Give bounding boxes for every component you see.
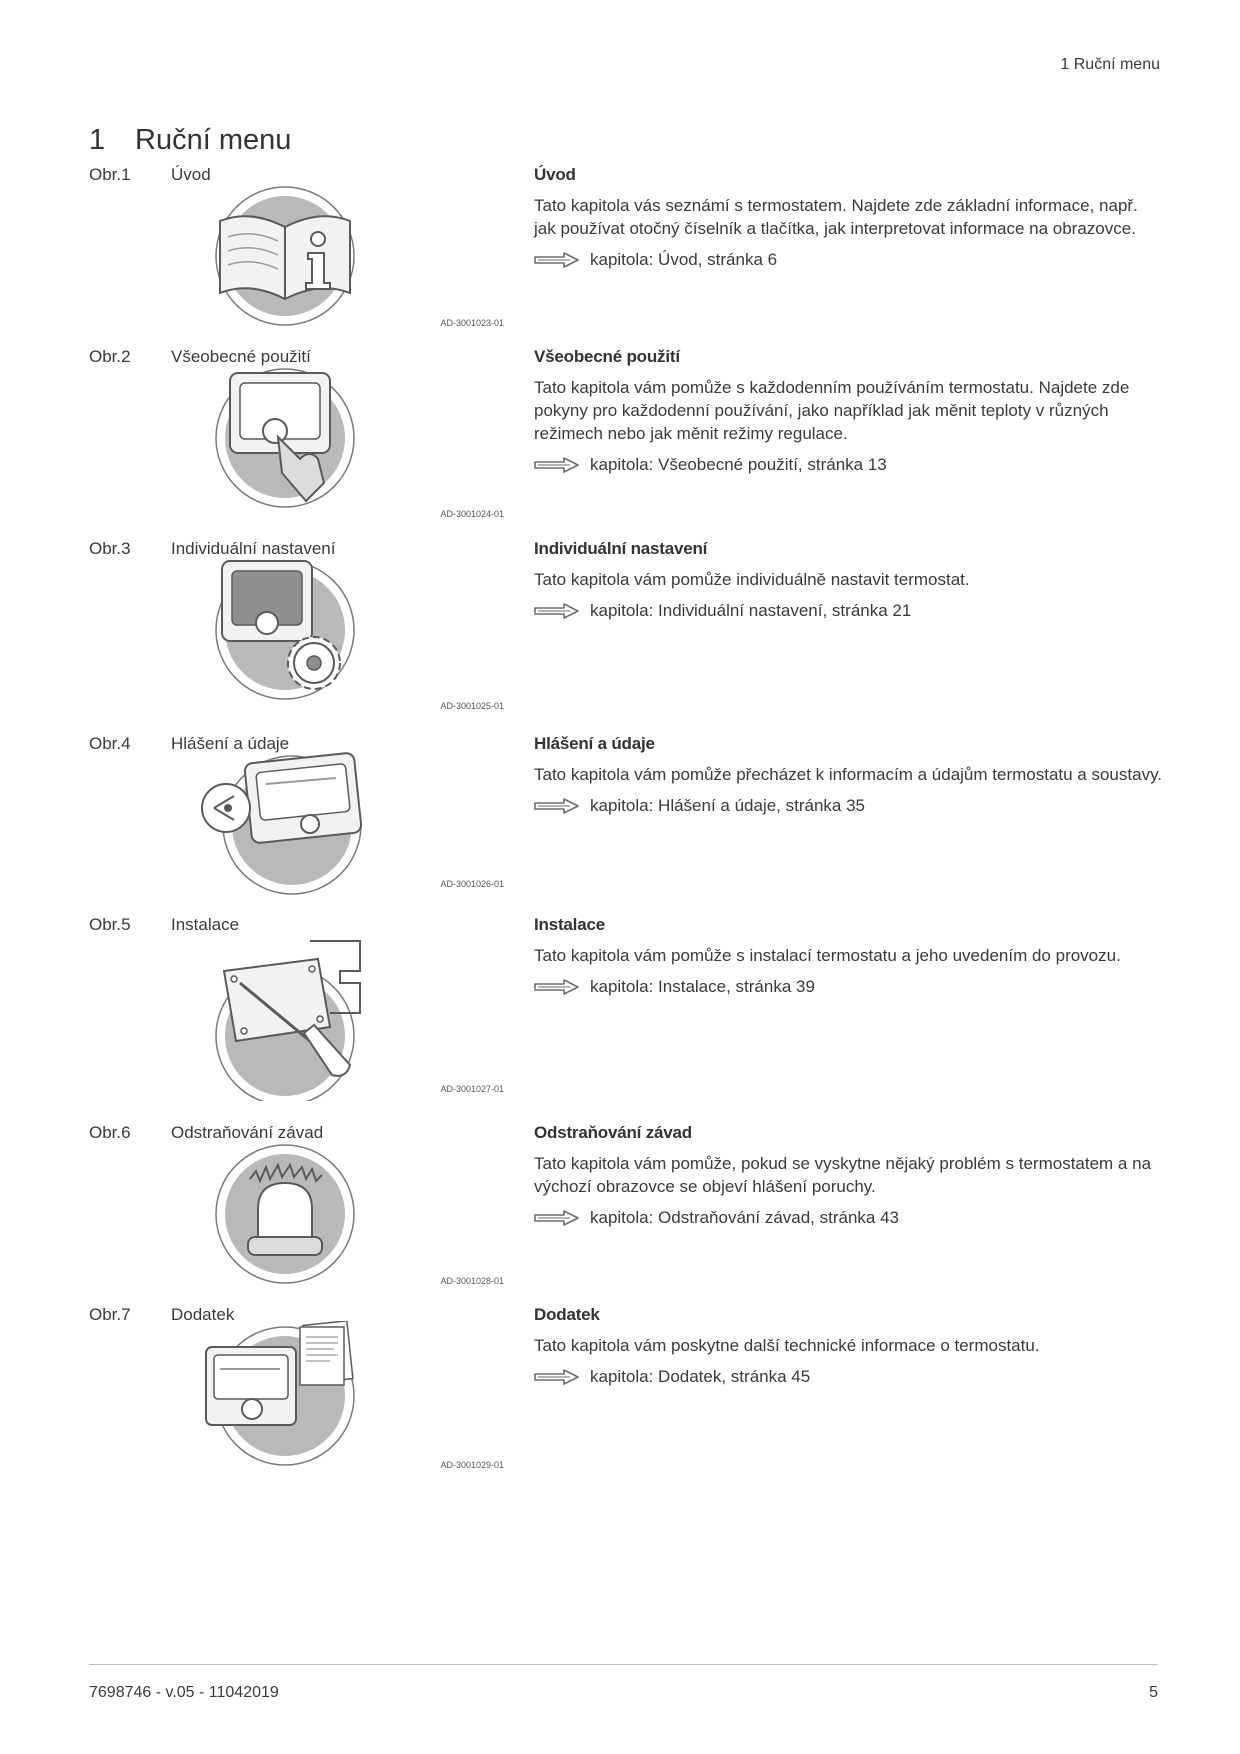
figure-label	[89, 165, 211, 185]
chapter-title-text: Ruční menu	[135, 124, 292, 156]
arrow-right-icon	[534, 251, 580, 269]
figure-code: AD-3001023-01	[440, 318, 504, 328]
footer-document-id: 7698746 - v.05 - 11042019	[89, 1684, 279, 1701]
section-text: Tato kapitola vám pomůže, pokud se vyskytne nějaký problém s termostatem a na výchozí obrazovce se objeví hlášení poruchy.	[534, 1154, 1152, 1196]
hand-press-icon	[200, 363, 370, 513]
chapter-reference-link[interactable]	[534, 796, 1164, 816]
chapter-number: 1	[89, 124, 106, 156]
running-head: 1 Ruční menu	[1060, 56, 1160, 73]
reference-text: kapitola: Individuální nastavení, stránka 21	[590, 601, 912, 620]
section-text: Tato kapitola vás seznámí s termostatem. Najdete zde základní informace, např. jak používat otočný číselník a tlačítka, jak interpretovat informace na obrazovce.	[534, 196, 1138, 238]
arrow-right-icon	[534, 1209, 580, 1227]
section-text: Tato kapitola vám pomůže s každodenním používáním termostatu. Najdete zde pokyny pro každodenní používání, jako například jak měnit teploty v různých režimech nebo jak měnit režimy regulace.	[534, 378, 1130, 443]
figure-title: Individuální nastavení	[171, 539, 336, 558]
figure-title: Hlášení a údaje	[171, 734, 290, 753]
section-title: Všeobecné použití	[534, 347, 680, 366]
section-title: Instalace	[534, 915, 605, 934]
figure-code: AD-3001029-01	[440, 1460, 504, 1470]
figure-number: Obr.3	[89, 539, 131, 558]
alarm-light-icon	[200, 1139, 370, 1289]
chapter-title	[89, 124, 291, 157]
section-title: Odstraňování závad	[534, 1123, 692, 1142]
section-text: Tato kapitola vám poskytne další technické informace o termostatu.	[534, 1336, 1040, 1355]
figure-code: AD-3001026-01	[440, 879, 504, 889]
reference-text: kapitola: Hlášení a údaje, stránka 35	[590, 796, 866, 815]
reference-text: kapitola: Úvod, stránka 6	[590, 250, 778, 269]
section-title: Individuální nastavení	[534, 539, 708, 558]
figure-number: Obr.6	[89, 1123, 131, 1142]
arrow-right-icon	[534, 602, 580, 620]
arrow-right-icon	[534, 456, 580, 474]
chapter-reference-link[interactable]	[534, 601, 1164, 621]
documents-icon	[200, 1321, 370, 1471]
reference-text: kapitola: Dodatek, stránka 45	[590, 1367, 811, 1386]
figure-title: Úvod	[171, 165, 211, 184]
figure-title: Instalace	[171, 915, 240, 934]
arrow-right-icon	[534, 797, 580, 815]
figure-number: Obr.4	[89, 734, 131, 753]
arrow-right-icon	[534, 978, 580, 996]
section-text: Tato kapitola vám pomůže s instalací termostatu a jeho uvedením do provozu.	[534, 946, 1121, 965]
reference-text: kapitola: Instalace, stránka 39	[590, 977, 815, 996]
chapter-reference-link[interactable]	[534, 455, 1164, 475]
screwdriver-icon	[200, 931, 370, 1101]
page-number: 5	[1149, 1684, 1158, 1701]
chapter-reference-link[interactable]	[534, 977, 1164, 997]
reference-text: kapitola: Všeobecné použití, stránka 13	[590, 455, 887, 474]
section-title: Dodatek	[534, 1305, 600, 1324]
figure-code: AD-3001027-01	[440, 1084, 504, 1094]
figure-code: AD-3001028-01	[440, 1276, 504, 1286]
figure-code: AD-3001025-01	[440, 701, 504, 711]
figure-number: Obr.7	[89, 1305, 131, 1324]
figure-number: Obr.2	[89, 347, 131, 366]
info-book-icon	[200, 181, 370, 331]
figure-code: AD-3001024-01	[440, 509, 504, 519]
figure-title: Dodatek	[171, 1305, 235, 1324]
chapter-reference-link[interactable]	[534, 250, 1164, 270]
section-title: Hlášení a údaje	[534, 734, 655, 753]
eye-device-icon	[200, 750, 370, 900]
arrow-right-icon	[534, 1368, 580, 1386]
figure-number: Obr.5	[89, 915, 131, 934]
chapter-reference-link[interactable]	[534, 1367, 1164, 1387]
gear-device-icon	[200, 555, 370, 705]
figure-number: Obr.1	[89, 165, 131, 184]
section-text: Tato kapitola vám pomůže přecházet k informacím a údajům termostatu a soustavy.	[534, 765, 1163, 784]
figure-title: Všeobecné použití	[171, 347, 311, 366]
chapter-reference-link[interactable]	[534, 1208, 1164, 1228]
figure-title: Odstraňování závad	[171, 1123, 324, 1142]
reference-text: kapitola: Odstraňování závad, stránka 43	[590, 1208, 900, 1227]
section-title: Úvod	[534, 165, 576, 184]
footer-divider	[89, 1664, 1158, 1665]
section-text: Tato kapitola vám pomůže individuálně nastavit termostat.	[534, 570, 970, 589]
